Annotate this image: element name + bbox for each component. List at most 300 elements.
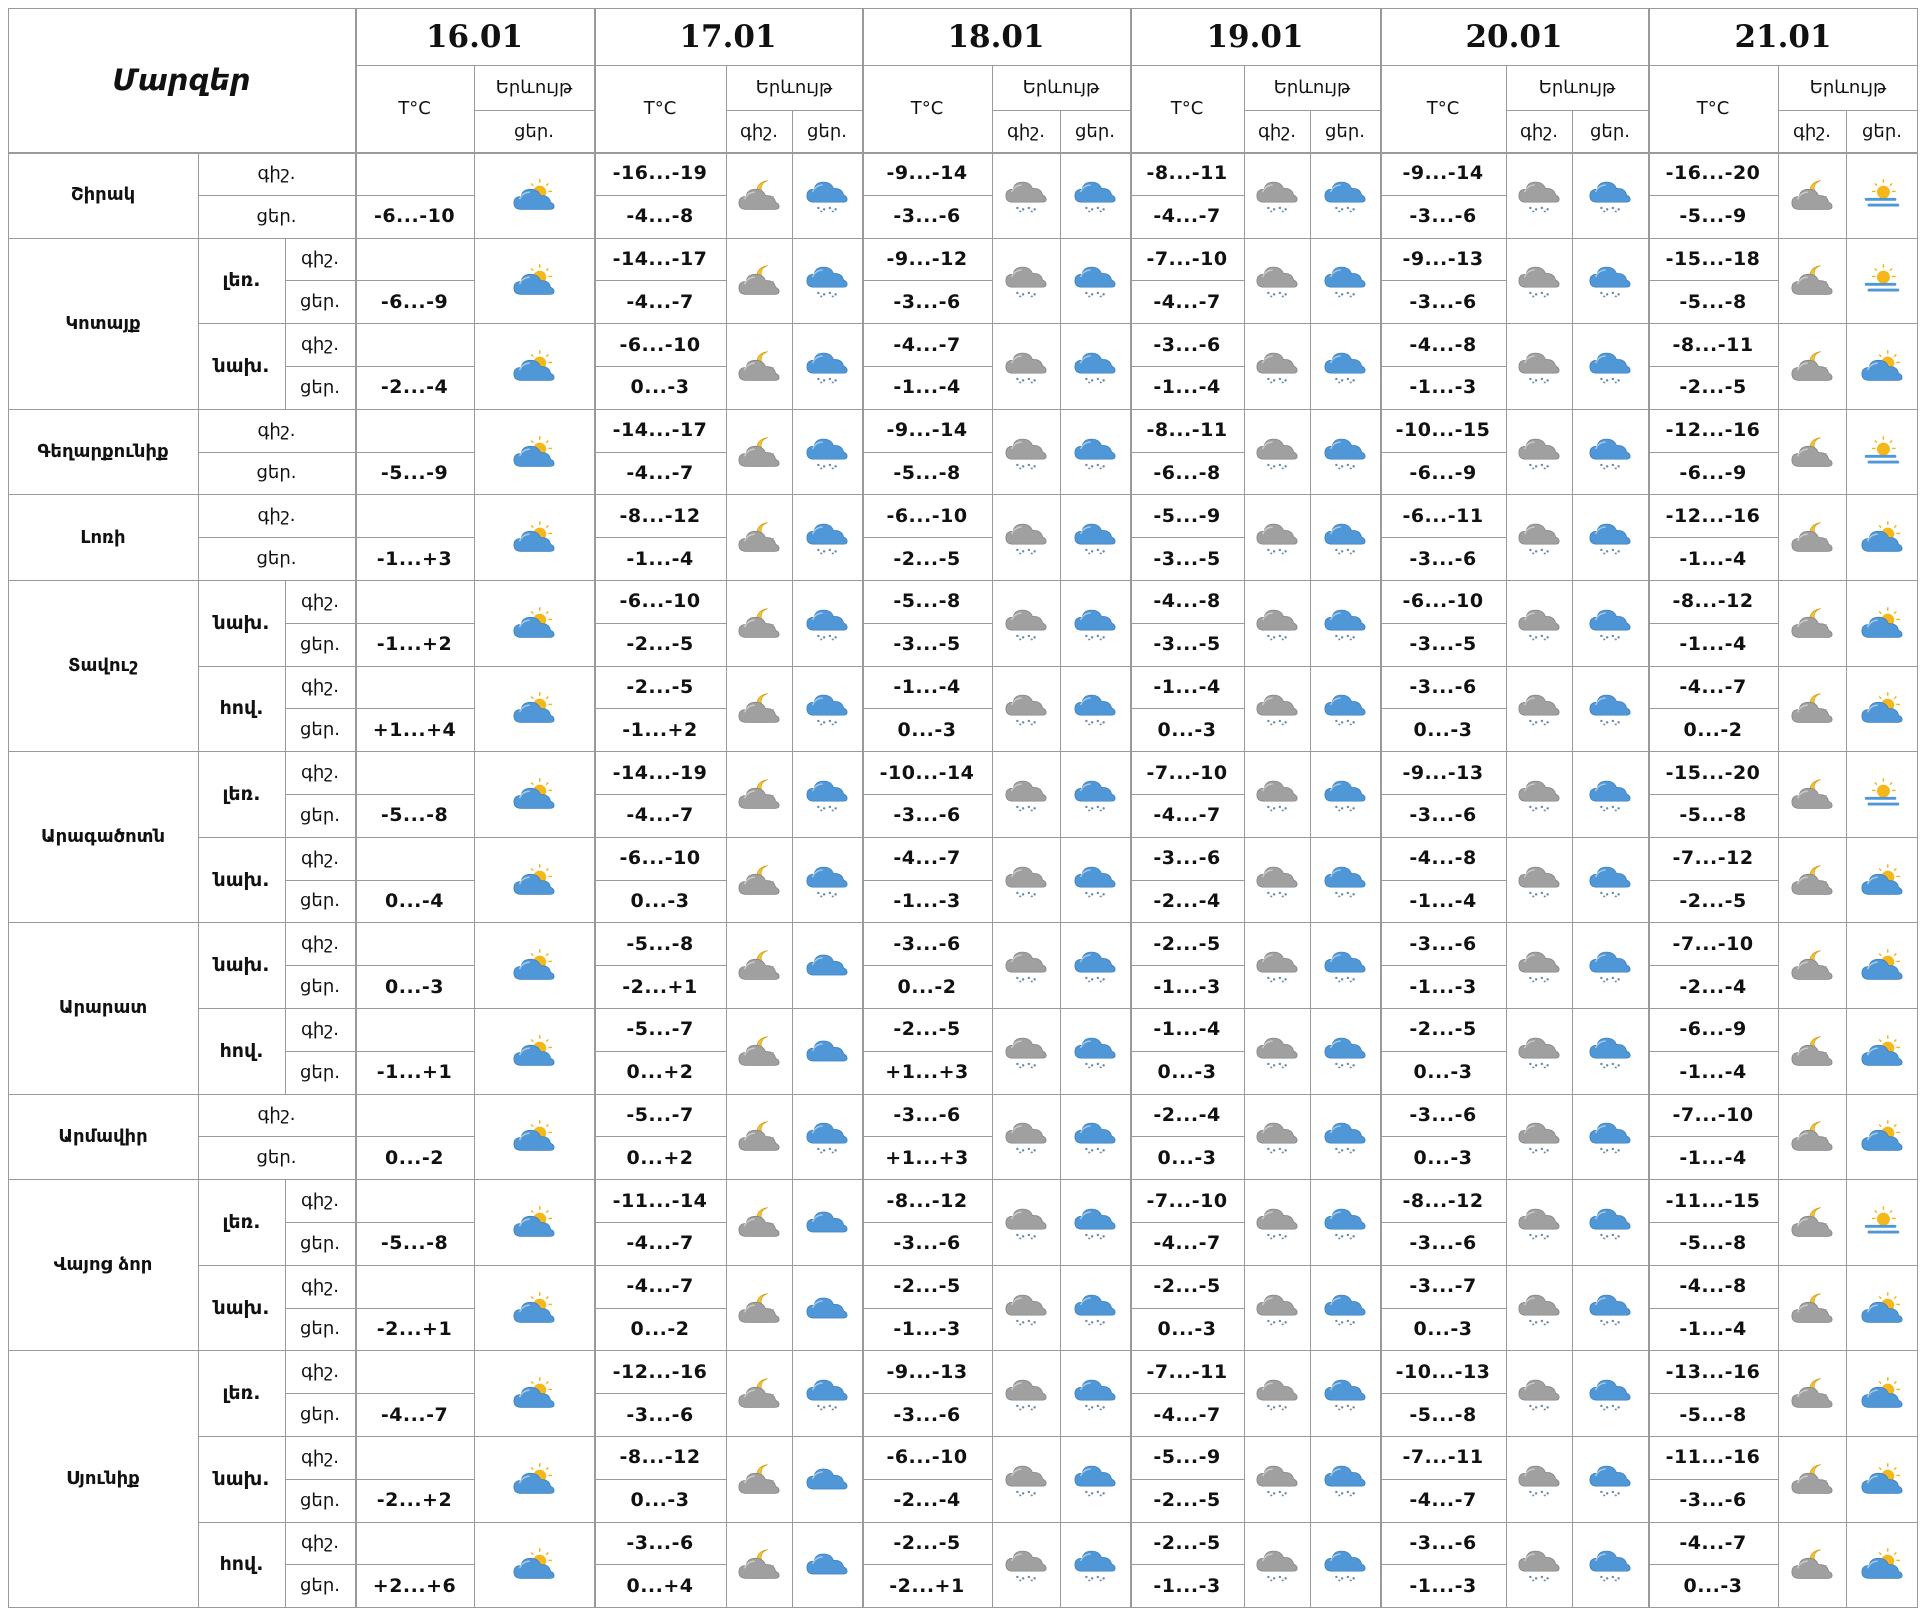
grid-line [1572, 152, 1573, 1607]
grid-line [355, 880, 474, 881]
sun-cloud-icon [511, 1375, 557, 1411]
night-temp: -11...-15 [1665, 1189, 1761, 1212]
grid-line [594, 623, 726, 624]
snow-cloud-icon [1587, 434, 1633, 470]
grey-snow-cloud-icon [1516, 1461, 1562, 1497]
day-temp: -5...-8 [1409, 1403, 1477, 1426]
snow-cloud-icon [1322, 862, 1368, 898]
grid-line [594, 366, 726, 367]
sun-fog-icon [1859, 776, 1905, 812]
grid-line [285, 880, 355, 881]
snow-cloud-icon [1072, 1375, 1118, 1411]
night-temp: -7...-10 [1672, 1103, 1754, 1126]
snow-cloud-icon [1587, 262, 1633, 298]
day-label: ցեր. [256, 462, 297, 484]
grid-line [594, 65, 862, 66]
grid-line [1648, 1136, 1778, 1137]
snow-cloud-icon [1322, 1461, 1368, 1497]
day-temp: -6...-8 [1153, 461, 1221, 484]
day-temp: -4...-7 [626, 804, 694, 827]
grid-line [285, 280, 355, 281]
night-temp: -6...-10 [886, 1446, 968, 1469]
grey-snow-cloud-icon [1254, 947, 1300, 983]
snow-cloud-icon [1072, 177, 1118, 213]
moon-cloud-icon [736, 1290, 782, 1326]
sun-cloud-icon [1859, 605, 1905, 641]
grid-line [792, 110, 793, 152]
day-temp: -5...-8 [1679, 1403, 1747, 1426]
grid-line [1917, 8, 1918, 1607]
day-temp: -3...-6 [626, 1403, 694, 1426]
night-temp: -4...-7 [1679, 675, 1747, 698]
grid-line [8, 1179, 1918, 1180]
night-temp: -7...-11 [1146, 1360, 1228, 1383]
grid-line [1648, 65, 1918, 66]
sun-cloud-icon [1859, 1546, 1905, 1582]
night-temp [355, 323, 474, 366]
snow-cloud-icon [1587, 348, 1633, 384]
night-temp: -3...-6 [1153, 847, 1221, 870]
night-temp: -11...-16 [1665, 1446, 1761, 1469]
night-temp: -12...-16 [612, 1360, 708, 1383]
region-name: Արմավիր [58, 1125, 148, 1147]
temp-column-header: T°C [398, 98, 431, 119]
grid-line [1130, 1051, 1244, 1052]
moon-cloud-icon [736, 690, 782, 726]
grid-line [1380, 8, 1382, 1607]
grid-line [355, 708, 474, 709]
grid-line [862, 1222, 992, 1223]
grid-line [1380, 1308, 1506, 1309]
grey-snow-cloud-icon [1516, 519, 1562, 555]
grid-line [1506, 65, 1507, 152]
snow-cloud-icon [1322, 262, 1368, 298]
grid-line [474, 152, 475, 1607]
grid-line [8, 409, 1918, 410]
grey-snow-cloud-icon [1516, 1375, 1562, 1411]
night-label: գիշ. [257, 505, 296, 527]
day-label: ցեր. [256, 1147, 297, 1169]
day-label: ցեր. [256, 205, 297, 227]
grey-snow-cloud-icon [1003, 519, 1049, 555]
sun-cloud-icon [511, 1461, 557, 1497]
grid-line [285, 794, 355, 795]
day-label: ցեր. [300, 1489, 340, 1511]
grid-line [1380, 452, 1506, 453]
day-temp: -1...-3 [893, 889, 961, 912]
grid-line [1130, 1308, 1244, 1309]
sun-cloud-icon [1859, 690, 1905, 726]
night-temp: -4...-8 [1409, 847, 1477, 870]
region-name: Տավուշ [68, 655, 138, 677]
grid-line [285, 366, 355, 367]
night-temp: -9...-14 [886, 162, 968, 185]
night-temp: -5...-9 [1153, 504, 1221, 527]
night-temp: -2...-4 [1153, 1103, 1221, 1126]
temp-column-header: T°C [910, 98, 944, 119]
moon-cloud-icon [736, 605, 782, 641]
day-temp: 0...+2 [626, 1061, 694, 1084]
night-temp: -6...-10 [886, 504, 968, 527]
night-temp: -8...-12 [1672, 590, 1754, 613]
night-temp: -3...-6 [626, 1531, 694, 1554]
night-label: գիշ. [301, 933, 339, 955]
grid-line [594, 1051, 726, 1052]
day-temp: +1...+4 [372, 718, 457, 741]
night-temp: -3...-6 [1409, 1103, 1477, 1126]
grid-line [862, 708, 992, 709]
snow-cloud-icon [1072, 947, 1118, 983]
night-label: գիշ. [257, 162, 296, 184]
grey-snow-cloud-icon [1003, 348, 1049, 384]
day-subheader: ցեր. [1325, 120, 1365, 142]
zone-label: նախ. [213, 1296, 270, 1319]
sun-fog-icon [1859, 1204, 1905, 1240]
snow-cloud-icon [1587, 1546, 1633, 1582]
night-temp: -5...-7 [626, 1103, 694, 1126]
sun-cloud-icon [1859, 1461, 1905, 1497]
snow-cloud-icon [1587, 605, 1633, 641]
night-temp: -3...-7 [1409, 1275, 1477, 1298]
grid-line [1380, 195, 1506, 196]
moon-cloud-icon [736, 177, 782, 213]
grid-line [594, 965, 726, 966]
night-temp [355, 238, 474, 281]
moon-cloud-icon [1789, 1546, 1835, 1582]
night-temp [355, 1350, 474, 1393]
grid-line [1648, 8, 1650, 1607]
grid-line [594, 708, 726, 709]
moon-cloud-icon [1789, 1033, 1835, 1069]
grid-line [355, 623, 474, 624]
grey-snow-cloud-icon [1003, 1033, 1049, 1069]
grey-snow-cloud-icon [1003, 1461, 1049, 1497]
day-temp: -4...-7 [626, 461, 694, 484]
sun-cloud-icon [511, 177, 557, 213]
grey-snow-cloud-icon [1516, 605, 1562, 641]
grid-line [355, 280, 474, 281]
grid-line [1648, 794, 1778, 795]
snow-cloud-icon [1322, 348, 1368, 384]
grid-line [1648, 537, 1778, 538]
day-temp: -6...-10 [373, 205, 456, 228]
grid-line [862, 1308, 992, 1309]
night-temp: -6...-10 [619, 590, 701, 613]
region-name: Կոտայք [65, 312, 141, 334]
night-label: գիշ. [301, 1361, 339, 1383]
night-label: գիշ. [301, 676, 339, 698]
grid-line [1380, 65, 1648, 66]
night-temp [355, 1436, 474, 1479]
day-temp: -3...-6 [1409, 205, 1477, 228]
night-temp: -3...-6 [893, 932, 961, 955]
night-subheader: գիշ. [1520, 120, 1558, 142]
night-temp: -15...-20 [1665, 761, 1761, 784]
grid-line [1130, 965, 1244, 966]
snow-cloud-icon [1322, 1204, 1368, 1240]
grid-line [1506, 152, 1507, 1607]
moon-cloud-icon [1789, 434, 1835, 470]
zone-label: նախ. [213, 611, 270, 634]
grid-line [1380, 537, 1506, 538]
day-label: ցեր. [300, 633, 340, 655]
grid-line [1648, 1479, 1778, 1480]
day-temp: -2...-4 [1153, 889, 1221, 912]
sun-fog-icon [1859, 262, 1905, 298]
phenomenon-header: Երևույթ [495, 77, 573, 98]
grid-line [862, 1393, 992, 1394]
grid-line [792, 152, 793, 1607]
grid-line [1380, 1479, 1506, 1480]
night-temp: -4...-8 [1409, 333, 1477, 356]
grid-line [1244, 65, 1245, 152]
day-temp: -4...-7 [626, 1232, 694, 1255]
night-temp [355, 494, 474, 537]
night-temp: -15...-18 [1665, 247, 1761, 270]
snow-cloud-icon [1587, 1375, 1633, 1411]
day-subheader: ցեր. [807, 120, 847, 142]
region-name: Գեղարքունիք [37, 441, 169, 463]
grid-line [1648, 366, 1778, 367]
night-temp: -14...-17 [612, 419, 708, 442]
grid-line [1648, 1051, 1778, 1052]
grid-line [8, 1607, 1918, 1608]
grid-line [594, 1393, 726, 1394]
night-temp: -3...-6 [893, 1103, 961, 1126]
day-temp: 0...-2 [630, 1317, 690, 1340]
grey-snow-cloud-icon [1254, 262, 1300, 298]
day-temp: 0...-3 [1157, 1146, 1217, 1169]
moon-cloud-icon [1789, 776, 1835, 812]
night-label: գիշ. [301, 1446, 339, 1468]
grid-line [1380, 965, 1506, 966]
snow-cloud-icon [1072, 1204, 1118, 1240]
day-temp: 0...-3 [1157, 718, 1217, 741]
grid-line [1648, 708, 1778, 709]
grey-snow-cloud-icon [1516, 862, 1562, 898]
day-temp: -1...-3 [1409, 376, 1477, 399]
day-temp: -2...-5 [1679, 376, 1747, 399]
night-label: գիշ. [301, 1190, 339, 1212]
day-label: ցեր. [256, 548, 297, 570]
cloud-icon [804, 1033, 850, 1069]
day-label: ցեր. [300, 1575, 340, 1597]
day-label: ցեր. [300, 1232, 340, 1254]
snow-cloud-icon [1587, 1290, 1633, 1326]
region-name: Շիրակ [70, 184, 136, 206]
day-temp: -3...-6 [1409, 290, 1477, 313]
region-name: Վայոց ձոր [53, 1254, 153, 1276]
date-header: 19.01 [1206, 18, 1304, 55]
night-temp: -2...-5 [1409, 1018, 1477, 1041]
moon-cloud-icon [736, 776, 782, 812]
day-temp: -4...-7 [1153, 205, 1221, 228]
day-temp: -4...-8 [626, 205, 694, 228]
day-temp: 0...-3 [1413, 1146, 1473, 1169]
night-temp: -7...-12 [1672, 847, 1754, 870]
grid-line [1130, 452, 1244, 453]
day-temp: -2...-5 [626, 633, 694, 656]
day-temp: 0...+2 [626, 1146, 694, 1169]
day-temp: 0...-3 [630, 889, 690, 912]
grid-line [726, 65, 727, 152]
grid-line [285, 1051, 355, 1052]
snow-cloud-icon [1587, 1118, 1633, 1154]
day-temp: 0...-3 [1157, 1061, 1217, 1084]
day-temp: -1...-3 [1409, 975, 1477, 998]
sun-cloud-icon [511, 690, 557, 726]
temp-column-header: T°C [643, 98, 677, 119]
grid-line [285, 1479, 355, 1480]
grey-snow-cloud-icon [1254, 776, 1300, 812]
grey-snow-cloud-icon [1516, 1290, 1562, 1326]
grey-snow-cloud-icon [1516, 434, 1562, 470]
night-temp: -2...-5 [893, 1275, 961, 1298]
sun-cloud-icon [511, 947, 557, 983]
grid-line [1648, 1222, 1778, 1223]
grid-line [862, 623, 992, 624]
grid-line [594, 1222, 726, 1223]
snow-cloud-icon [1587, 690, 1633, 726]
day-label: ցեր. [300, 976, 340, 998]
grid-line [355, 1479, 474, 1480]
date-header: 20.01 [1465, 18, 1563, 55]
grid-line [1130, 880, 1244, 881]
grid-line [355, 537, 474, 538]
day-temp: -4...-7 [1153, 1403, 1221, 1426]
grey-snow-cloud-icon [1516, 690, 1562, 726]
moon-cloud-icon [1789, 1461, 1835, 1497]
snow-cloud-icon [804, 434, 850, 470]
snow-cloud-icon [804, 862, 850, 898]
grid-line [862, 1136, 992, 1137]
night-temp: -2...-5 [1153, 1531, 1221, 1554]
grey-snow-cloud-icon [1254, 434, 1300, 470]
day-temp: -2...-4 [1679, 975, 1747, 998]
cloud-icon [804, 947, 850, 983]
day-temp: -1...-3 [1409, 1574, 1477, 1597]
day-temp: -2...-5 [1679, 889, 1747, 912]
grey-snow-cloud-icon [1254, 1546, 1300, 1582]
day-temp: -3...-6 [1409, 547, 1477, 570]
sun-fog-icon [1859, 434, 1905, 470]
snow-cloud-icon [804, 348, 850, 384]
night-temp [355, 580, 474, 623]
grey-snow-cloud-icon [1254, 177, 1300, 213]
moon-cloud-icon [1789, 1118, 1835, 1154]
zone-label: հով. [219, 697, 264, 720]
snow-cloud-icon [1587, 177, 1633, 213]
snow-cloud-icon [804, 776, 850, 812]
moon-cloud-icon [736, 348, 782, 384]
grid-line [198, 452, 355, 453]
day-temp: +2...+6 [372, 1574, 457, 1597]
grey-snow-cloud-icon [1003, 177, 1049, 213]
grid-line [1778, 110, 1918, 111]
day-temp: -3...-6 [893, 1232, 961, 1255]
snow-cloud-icon [1072, 776, 1118, 812]
snow-cloud-icon [1072, 519, 1118, 555]
grey-snow-cloud-icon [1254, 348, 1300, 384]
grid-line [355, 1393, 474, 1394]
day-temp: 0...-2 [897, 975, 957, 998]
day-subheader: ցեր. [1590, 120, 1630, 142]
day-temp: -3...-6 [893, 1403, 961, 1426]
night-temp [355, 1008, 474, 1051]
grid-line [862, 195, 992, 196]
moon-cloud-icon [736, 1461, 782, 1497]
grid-line [1130, 537, 1244, 538]
night-temp [355, 1522, 474, 1565]
temp-column-header: T°C [1426, 98, 1460, 119]
grid-line [1130, 195, 1244, 196]
grid-line [8, 751, 1918, 752]
grid-line [862, 794, 992, 795]
grey-snow-cloud-icon [1003, 1375, 1049, 1411]
grid-line [1130, 1564, 1244, 1565]
day-temp: -5...-8 [380, 1232, 449, 1255]
zone-label: նախ. [213, 868, 270, 891]
day-temp: -6...-9 [380, 290, 449, 313]
moon-cloud-icon [1789, 605, 1835, 641]
phenomenon-header: Երևույթ [1273, 77, 1351, 98]
day-temp: -4...-7 [1409, 1489, 1477, 1512]
sun-cloud-icon [1859, 1118, 1905, 1154]
snow-cloud-icon [1322, 1546, 1368, 1582]
day-temp: -1...+2 [376, 633, 453, 656]
night-temp: -2...-5 [626, 675, 694, 698]
sun-cloud-icon [511, 262, 557, 298]
night-subheader: գիշ. [740, 120, 778, 142]
night-subheader: գիշ. [1258, 120, 1296, 142]
day-temp: 0...-3 [385, 975, 444, 998]
day-label: ցեր. [300, 804, 340, 826]
grid-line [1060, 110, 1061, 152]
zone-label: լեռ. [222, 1382, 261, 1405]
day-temp: -2...-5 [893, 547, 961, 570]
grid-line [862, 366, 992, 367]
night-temp: -3...-6 [1409, 932, 1477, 955]
snow-cloud-icon [1322, 177, 1368, 213]
moon-cloud-icon [1789, 1290, 1835, 1326]
grid-line [285, 1350, 286, 1607]
night-temp: -4...-7 [1679, 1531, 1747, 1554]
moon-cloud-icon [736, 1118, 782, 1154]
grid-line [198, 195, 355, 196]
grid-line [1380, 623, 1506, 624]
grid-line [1130, 623, 1244, 624]
sun-fog-icon [1859, 177, 1905, 213]
zone-label: լեռ. [222, 782, 261, 805]
region-name: Լոռի [80, 526, 126, 548]
night-temp [355, 837, 474, 880]
snow-cloud-icon [1322, 434, 1368, 470]
grey-snow-cloud-icon [1254, 690, 1300, 726]
snow-cloud-icon [1322, 776, 1368, 812]
grid-line [594, 1479, 726, 1480]
grid-line [1130, 65, 1380, 66]
sun-cloud-icon [511, 519, 557, 555]
moon-cloud-icon [1789, 690, 1835, 726]
night-temp: -6...-11 [1402, 504, 1484, 527]
sun-cloud-icon [1859, 862, 1905, 898]
day-temp: -1...+1 [376, 1061, 453, 1084]
snow-cloud-icon [1322, 605, 1368, 641]
snow-cloud-icon [804, 605, 850, 641]
night-temp: -5...-9 [1153, 1446, 1221, 1469]
night-temp: -16...-19 [612, 162, 708, 185]
grid-line [285, 708, 355, 709]
